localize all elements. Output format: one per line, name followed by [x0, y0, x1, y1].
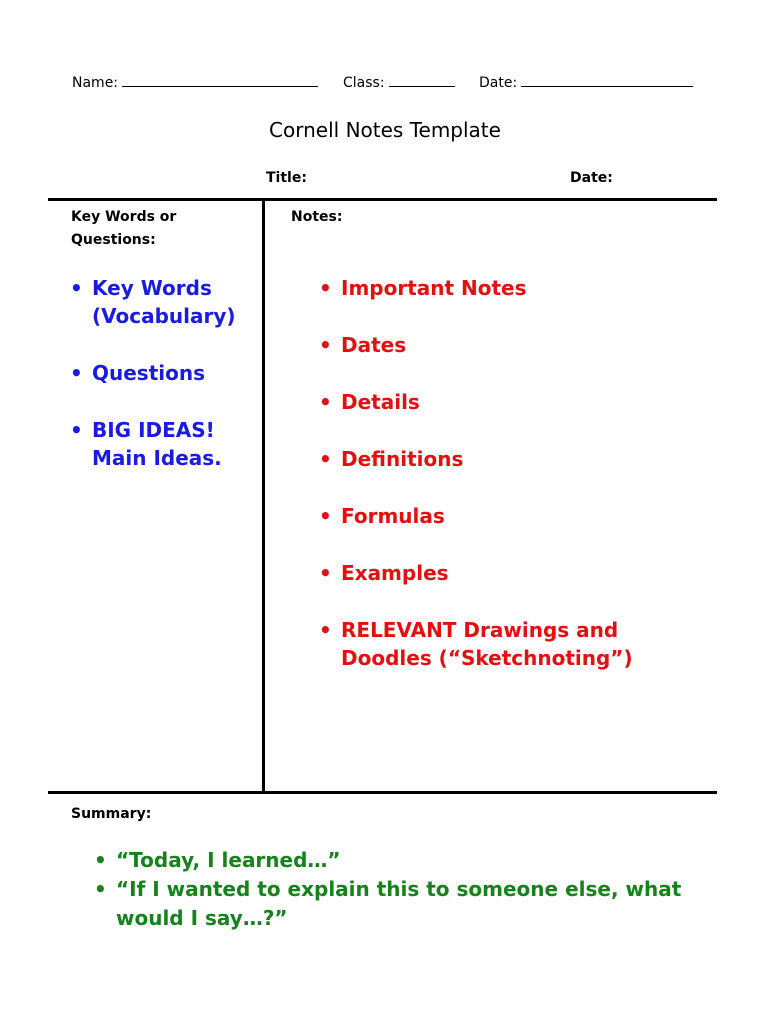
top-divider: [48, 198, 717, 201]
notes-list: [319, 274, 639, 672]
name-blank[interactable]: [122, 74, 318, 87]
summary-list: [94, 846, 684, 933]
keywords-label: Key Words or Questions:: [71, 209, 177, 248]
list-item: • Examples: [319, 559, 639, 587]
list-item: • Questions: [70, 359, 255, 387]
class-field: [343, 74, 455, 91]
list-item: • Details: [319, 388, 639, 416]
date-blank[interactable]: [521, 74, 693, 87]
name-label: Name:: [72, 75, 119, 91]
column-divider: [262, 200, 265, 793]
title-label: Title:: [266, 170, 307, 186]
page-title: Cornell Notes Template: [269, 118, 501, 142]
list-item: • Formulas: [319, 502, 639, 530]
list-item: • BIG IDEAS! Main Ideas.: [70, 416, 232, 472]
list-item: • Dates: [319, 331, 639, 359]
list-item: • “Today, I learned…”: [94, 846, 684, 875]
list-item: • “If I wanted to explain this to someone else, what would I say…?”: [94, 875, 684, 933]
class-label: Class:: [343, 75, 385, 91]
name-field: [72, 74, 318, 91]
list-item: • Important Notes: [319, 274, 639, 302]
date-label: Date:: [479, 75, 518, 91]
list-item: • Key Words (Vocabulary): [70, 274, 255, 330]
notes-label: Notes:: [291, 209, 343, 225]
summary-divider: [48, 791, 717, 794]
list-item: • RELEVANT Drawings and Doodles (“Sketchnoting”): [319, 616, 639, 672]
class-blank[interactable]: [389, 74, 455, 87]
list-item: • Definitions: [319, 445, 639, 473]
notes-date-label: Date:: [570, 170, 613, 186]
date-field: [479, 74, 693, 91]
keywords-list: [70, 274, 255, 472]
summary-label: Summary:: [71, 806, 152, 822]
